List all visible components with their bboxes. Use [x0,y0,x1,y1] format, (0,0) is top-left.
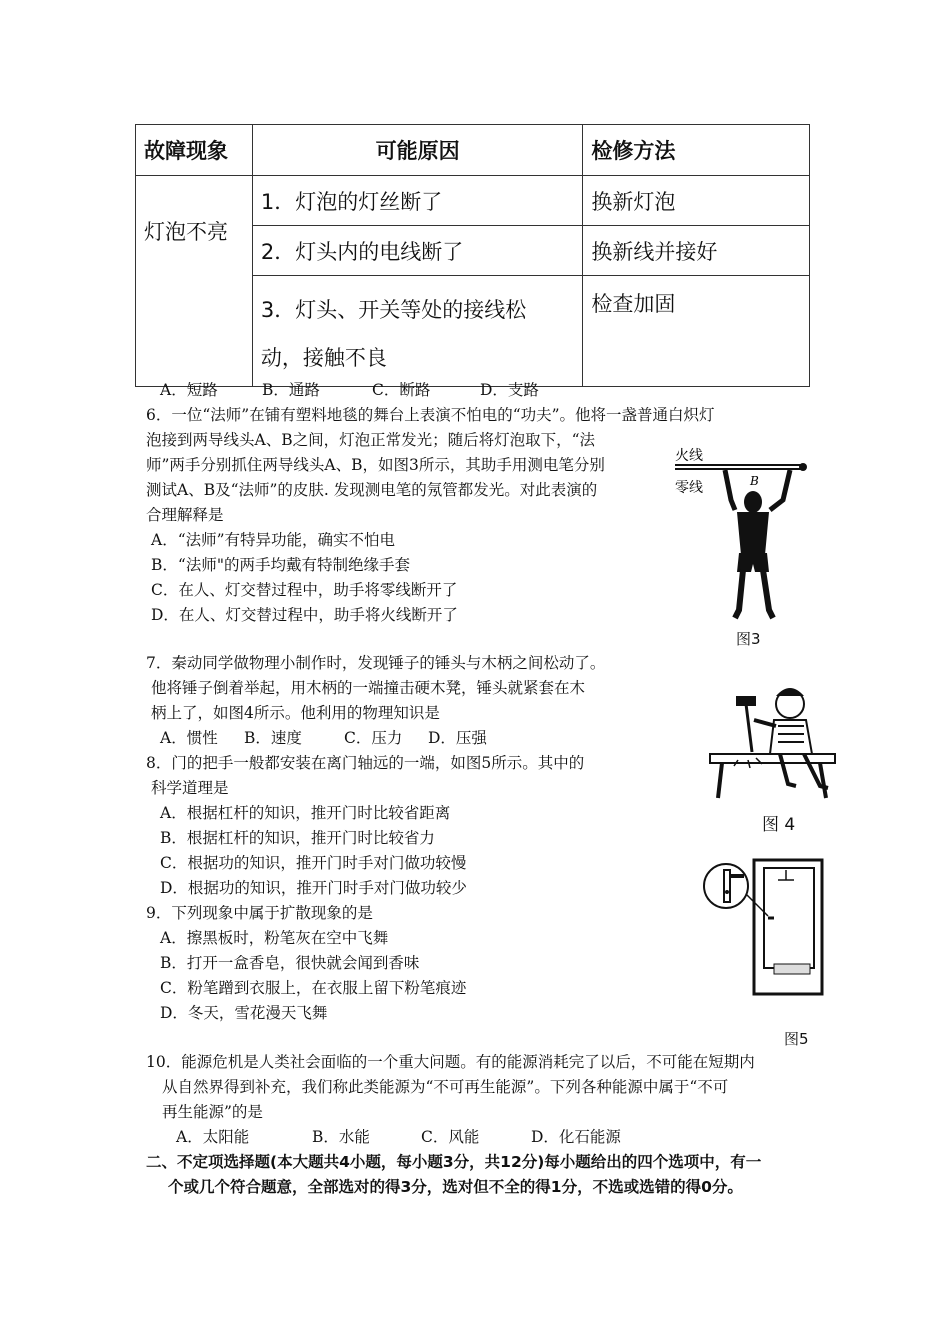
header-phenomenon: 故障现象 [136,125,253,176]
option: C．压力 [344,729,403,747]
q9-option: A．擦黑板时，粉笔灰在空中飞舞 [160,929,389,947]
cause-cell: 2．灯头内的电线断了 [252,226,582,276]
option: A．惯性 [160,729,218,747]
header-fix: 检修方法 [583,125,810,176]
q9-option: C．粉笔蹭到衣服上，在衣服上留下粉笔痕迹 [160,979,467,997]
q9-option: B．打开一盒香皂，很快就会闻到香味 [160,954,420,972]
option: D．压强 [428,729,487,747]
q8-option: A．根据杠杆的知识，推开门时比较省距离 [160,804,451,822]
option: D．化石能源 [531,1128,621,1146]
live-wire-label: 火线 [675,448,703,464]
figure5-door-handle [702,856,826,998]
q6-stem-line: 6．一位“法师”在铺有塑料地毯的舞台上表演不怕电的“功夫”。他将一盏普通白炽灯 [146,406,715,424]
figure4-hammer-boy [708,676,840,808]
point-b-label: B [750,474,759,488]
table-header-row [136,125,810,176]
q6-option: C．在人、灯交替过程中，助手将零线断开了 [151,581,458,599]
q6-stem-line: 测试A、B及“法师”的皮肤. 发现测电笔的氖管都发光。对此表演的 [146,481,598,499]
cause-cell [252,276,582,387]
q8-option: C．根据功的知识，推开门时手对门做功较慢 [160,854,467,872]
q6-option: A．“法师”有特异功能，确实不怕电 [151,531,396,549]
neutral-wire-label: 零线 [675,480,703,496]
q10-stem-line: 10．能源危机是人类社会面临的一个重大问题。有的能源消耗完了以后，不可能在短期内 [146,1053,755,1071]
table-row [136,176,810,226]
q8-option: D．根据功的知识，推开门时手对门做功较少 [160,879,467,897]
figure3-person-wires [665,440,815,630]
option: C．风能 [421,1128,480,1146]
q10-stem-line: 再生能源”的是 [162,1103,263,1121]
fix-cell: 检查加固 [583,276,810,387]
fault-table [135,124,810,387]
q5-options [160,380,539,400]
q7-stem-line: 7．秦动同学做物理小制作时，发现锤子的锤头与木柄之间松动了。 [146,654,606,672]
figure5-caption: 图5 [784,1030,809,1048]
q8-option: B．根据杠杆的知识，推开门时比较省力 [160,829,435,847]
header-cause: 可能原因 [252,125,582,176]
q10-options [176,1127,621,1147]
option: B．速度 [244,729,302,747]
q7-stem-line: 柄上了，如图4所示。他利用的物理知识是 [151,704,440,722]
q10-stem-line: 从自然界得到补充，我们称此类能源为“不可再生能源”。下列各种能源中属于“不可 [162,1078,729,1096]
q6-stem-line: 合理解释是 [146,506,224,524]
q9-stem-line: 9．下列现象中属于扩散现象的是 [146,904,373,922]
cause-cell: 1．灯泡的灯丝断了 [252,176,582,226]
option: C．断路 [372,381,431,399]
option: B．水能 [312,1128,370,1146]
q7-stem-line: 他将锤子倒着举起，用木柄的一端撞击硬木凳，锤头就紧套在木 [151,679,586,697]
q8-stem-line: 8．门的把手一般都安装在离门轴远的一端，如图5所示。其中的 [146,754,585,772]
q7-options [160,728,487,748]
fix-cell: 换新灯泡 [583,176,810,226]
q6-stem-line: 师”两手分别抓住两导线头A、B，如图3所示，其助手用测电笔分别 [146,456,605,474]
figure4-caption: 图 4 [762,815,796,835]
q9-option: D．冬天，雪花漫天飞舞 [160,1004,328,1022]
q6-option: D．在人、灯交替过程中，助手将火线断开了 [151,606,458,624]
cause-line: 3．灯头、开关等处的接线松 [260,298,527,322]
section2-heading-line: 二、不定项选择题(本大题共4小题，每小题3分，共12分)每小题给出的四个选项中，有一 [146,1153,762,1171]
option: A．太阳能 [176,1128,250,1146]
option: D．支路 [480,381,539,399]
fix-cell: 换新线并接好 [583,226,810,276]
figure3-caption: 图3 [736,630,761,648]
phenomenon-cell: 灯泡不亮 [136,176,253,387]
q6-option: B．“法师"的两手均戴有特制绝缘手套 [151,556,410,574]
q8-stem-line: 科学道理是 [151,779,229,797]
q6-stem-line: 泡接到两导线头A、B之间，灯泡正常发光；随后将灯泡取下，“法 [146,431,596,449]
cause-line: 动，接触不良 [260,346,387,370]
option: A．短路 [160,381,218,399]
option: B．通路 [262,381,320,399]
section2-heading-line: 个或几个符合题意，全部选对的得3分，选对但不全的得1分，不选或选错的得0分。 [168,1178,743,1196]
